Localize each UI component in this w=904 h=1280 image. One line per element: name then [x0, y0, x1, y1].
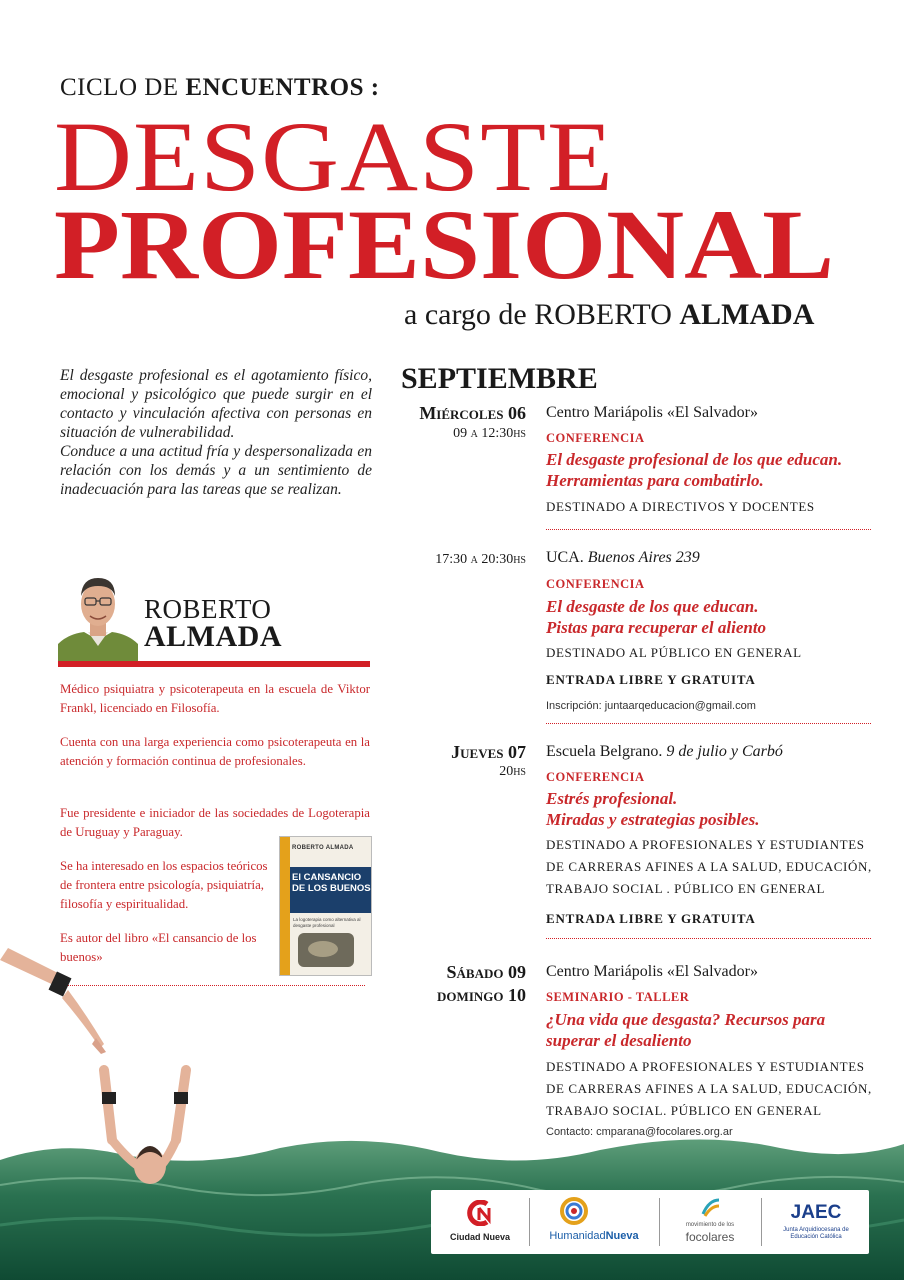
month-heading: SEPTIEMBRE [401, 362, 598, 395]
event-kind: CONFERENCIA [546, 431, 645, 445]
event-title: ¿Una vida que desgasta? Recursos para superar el desaliento [546, 1010, 826, 1050]
logo-separator [529, 1198, 530, 1246]
book-title: El CANSANCIO DE LOS BUENOS [292, 872, 371, 894]
event-time: 20hs [499, 764, 526, 779]
event-free-entry: ENTRADA LIBRE Y GRATUITA [546, 672, 756, 687]
bio-paragraph: Médico psiquiatra y psicoterapeuta en la escuela de Viktor Frankl, licenciado en Filosofía. [60, 682, 370, 715]
event-audience: DESTINADO AL PÚBLICO EN GENERAL [546, 645, 802, 660]
event-day-2: domingo 10 [437, 985, 526, 1005]
sponsor-logos [431, 1190, 869, 1254]
figures-illustration [0, 930, 320, 1190]
event-audience: DESTINADO A PROFESIONALES Y ESTUDIANTES DE CARRERAS AFINES A LA SALUD, EDUCACIÓN, TRABAJO SOCIAL . PÚBLICO EN GENERAL [546, 837, 872, 896]
event-title: El desgaste de los que educan. Pistas para recuperar el aliento [546, 597, 767, 637]
logo-separator [659, 1198, 660, 1246]
bio-paragraph: Es autor del libro «El cansancio de los buenos» [60, 931, 257, 964]
event-venue: UCA. Buenos Aires 239 [546, 549, 700, 566]
title-line-1: DESGASTE [54, 102, 615, 212]
event-contact: Inscripción: juntaarqeducacion@gmail.com [546, 700, 756, 712]
intro-paragraph-1: El desgaste profesional es el agotamiento físico, emocional y psicológico que puede surgir en el contacto y vinculación afectiva con personas en situación de vulnerabilidad. [60, 367, 372, 441]
intro-text [60, 366, 372, 499]
logo-separator [761, 1198, 762, 1246]
focolares-icon [699, 1196, 721, 1218]
focolares-logo: movimiento de los focolares [661, 1190, 759, 1254]
event-venue: Centro Mariápolis «El Salvador» [546, 404, 758, 421]
book-subtitle: La logoterapia como alternativa al desgaste profesional [293, 917, 361, 928]
event-kind: CONFERENCIA [546, 770, 645, 784]
book-author: ROBERTO ALMADA [292, 845, 354, 851]
humanidad-nueva-text: HumanidadNueva [549, 1230, 639, 1242]
author-first-name: ROBERTO [144, 594, 272, 624]
event-kind: CONFERENCIA [546, 577, 645, 591]
event-day: Sábado 09 [446, 962, 526, 982]
jaec-logo: JAEC Junta Arquidiocesana de Educación Católica [783, 1202, 849, 1240]
author-photo [58, 566, 138, 666]
event-audience: DESTINADO A PROFESIONALES Y ESTUDIANTES DE CARRERAS AFINES A LA SALUD, EDUCACIÓN, TRABAJO SOCIAL. PÚBLICO EN GENERAL [546, 1059, 872, 1118]
event-divider [546, 723, 871, 724]
bio-paragraph: Se ha interesado en los espacios teóricos de frontera entre psicología, psiquiatría, filosofía y espiritualidad. [60, 859, 268, 911]
event-free-entry: ENTRADA LIBRE Y GRATUITA [546, 911, 756, 926]
author-last-name: ALMADA [144, 620, 282, 653]
event-contact: Contacto: cmparana@focolares.org.ar [546, 1126, 733, 1138]
author-divider [58, 661, 370, 667]
title-line-2: PROFESIONAL [54, 190, 835, 300]
event-divider [546, 938, 871, 939]
event-venue: Centro Mariápolis «El Salvador» [546, 963, 758, 980]
byline: a cargo de ROBERTO ALMADA [404, 298, 815, 331]
bio-paragraph: Fue presidente e iniciador de las sociedades de Logoterapia de Uruguay y Paraguay. [60, 806, 370, 839]
event-venue: Escuela Belgrano. 9 de julio y Carbó [546, 743, 783, 760]
bio-paragraph: Cuenta con una larga experiencia como psicoterapeuta en la atención y formación continua de profesionales. [60, 735, 370, 768]
event-time: 17:30 a 20:30hs [435, 552, 526, 567]
ciudad-nueva-logo: Ciudad Nueva [431, 1190, 529, 1254]
event-day: Miércoles 06 [419, 403, 526, 423]
event-day: Jueves 07 [451, 742, 526, 762]
event-divider [546, 529, 871, 530]
humanidad-nueva-logo [531, 1190, 657, 1254]
event-kind: SEMINARIO - TALLER [546, 990, 690, 1004]
event-title: El desgaste profesional de los que educan. Herramientas para combatirlo. [546, 450, 843, 490]
event-audience: DESTINADO A DIRECTIVOS Y DOCENTES [546, 499, 815, 514]
humanidad-nueva-icon [559, 1196, 589, 1226]
cycle-heading: CICLO DE ENCUENTROS : [60, 74, 380, 101]
event-title: Estrés profesional. Miradas y estrategias posibles. [546, 789, 760, 829]
ciudad-nueva-icon [465, 1200, 495, 1226]
intro-paragraph-2: Conduce a una actitud fría y despersonalizada en relación con los demás y a un sentimiento de inadecuación para las tareas que se realizan. [60, 443, 372, 498]
event-time: 09 a 12:30hs [453, 426, 526, 441]
